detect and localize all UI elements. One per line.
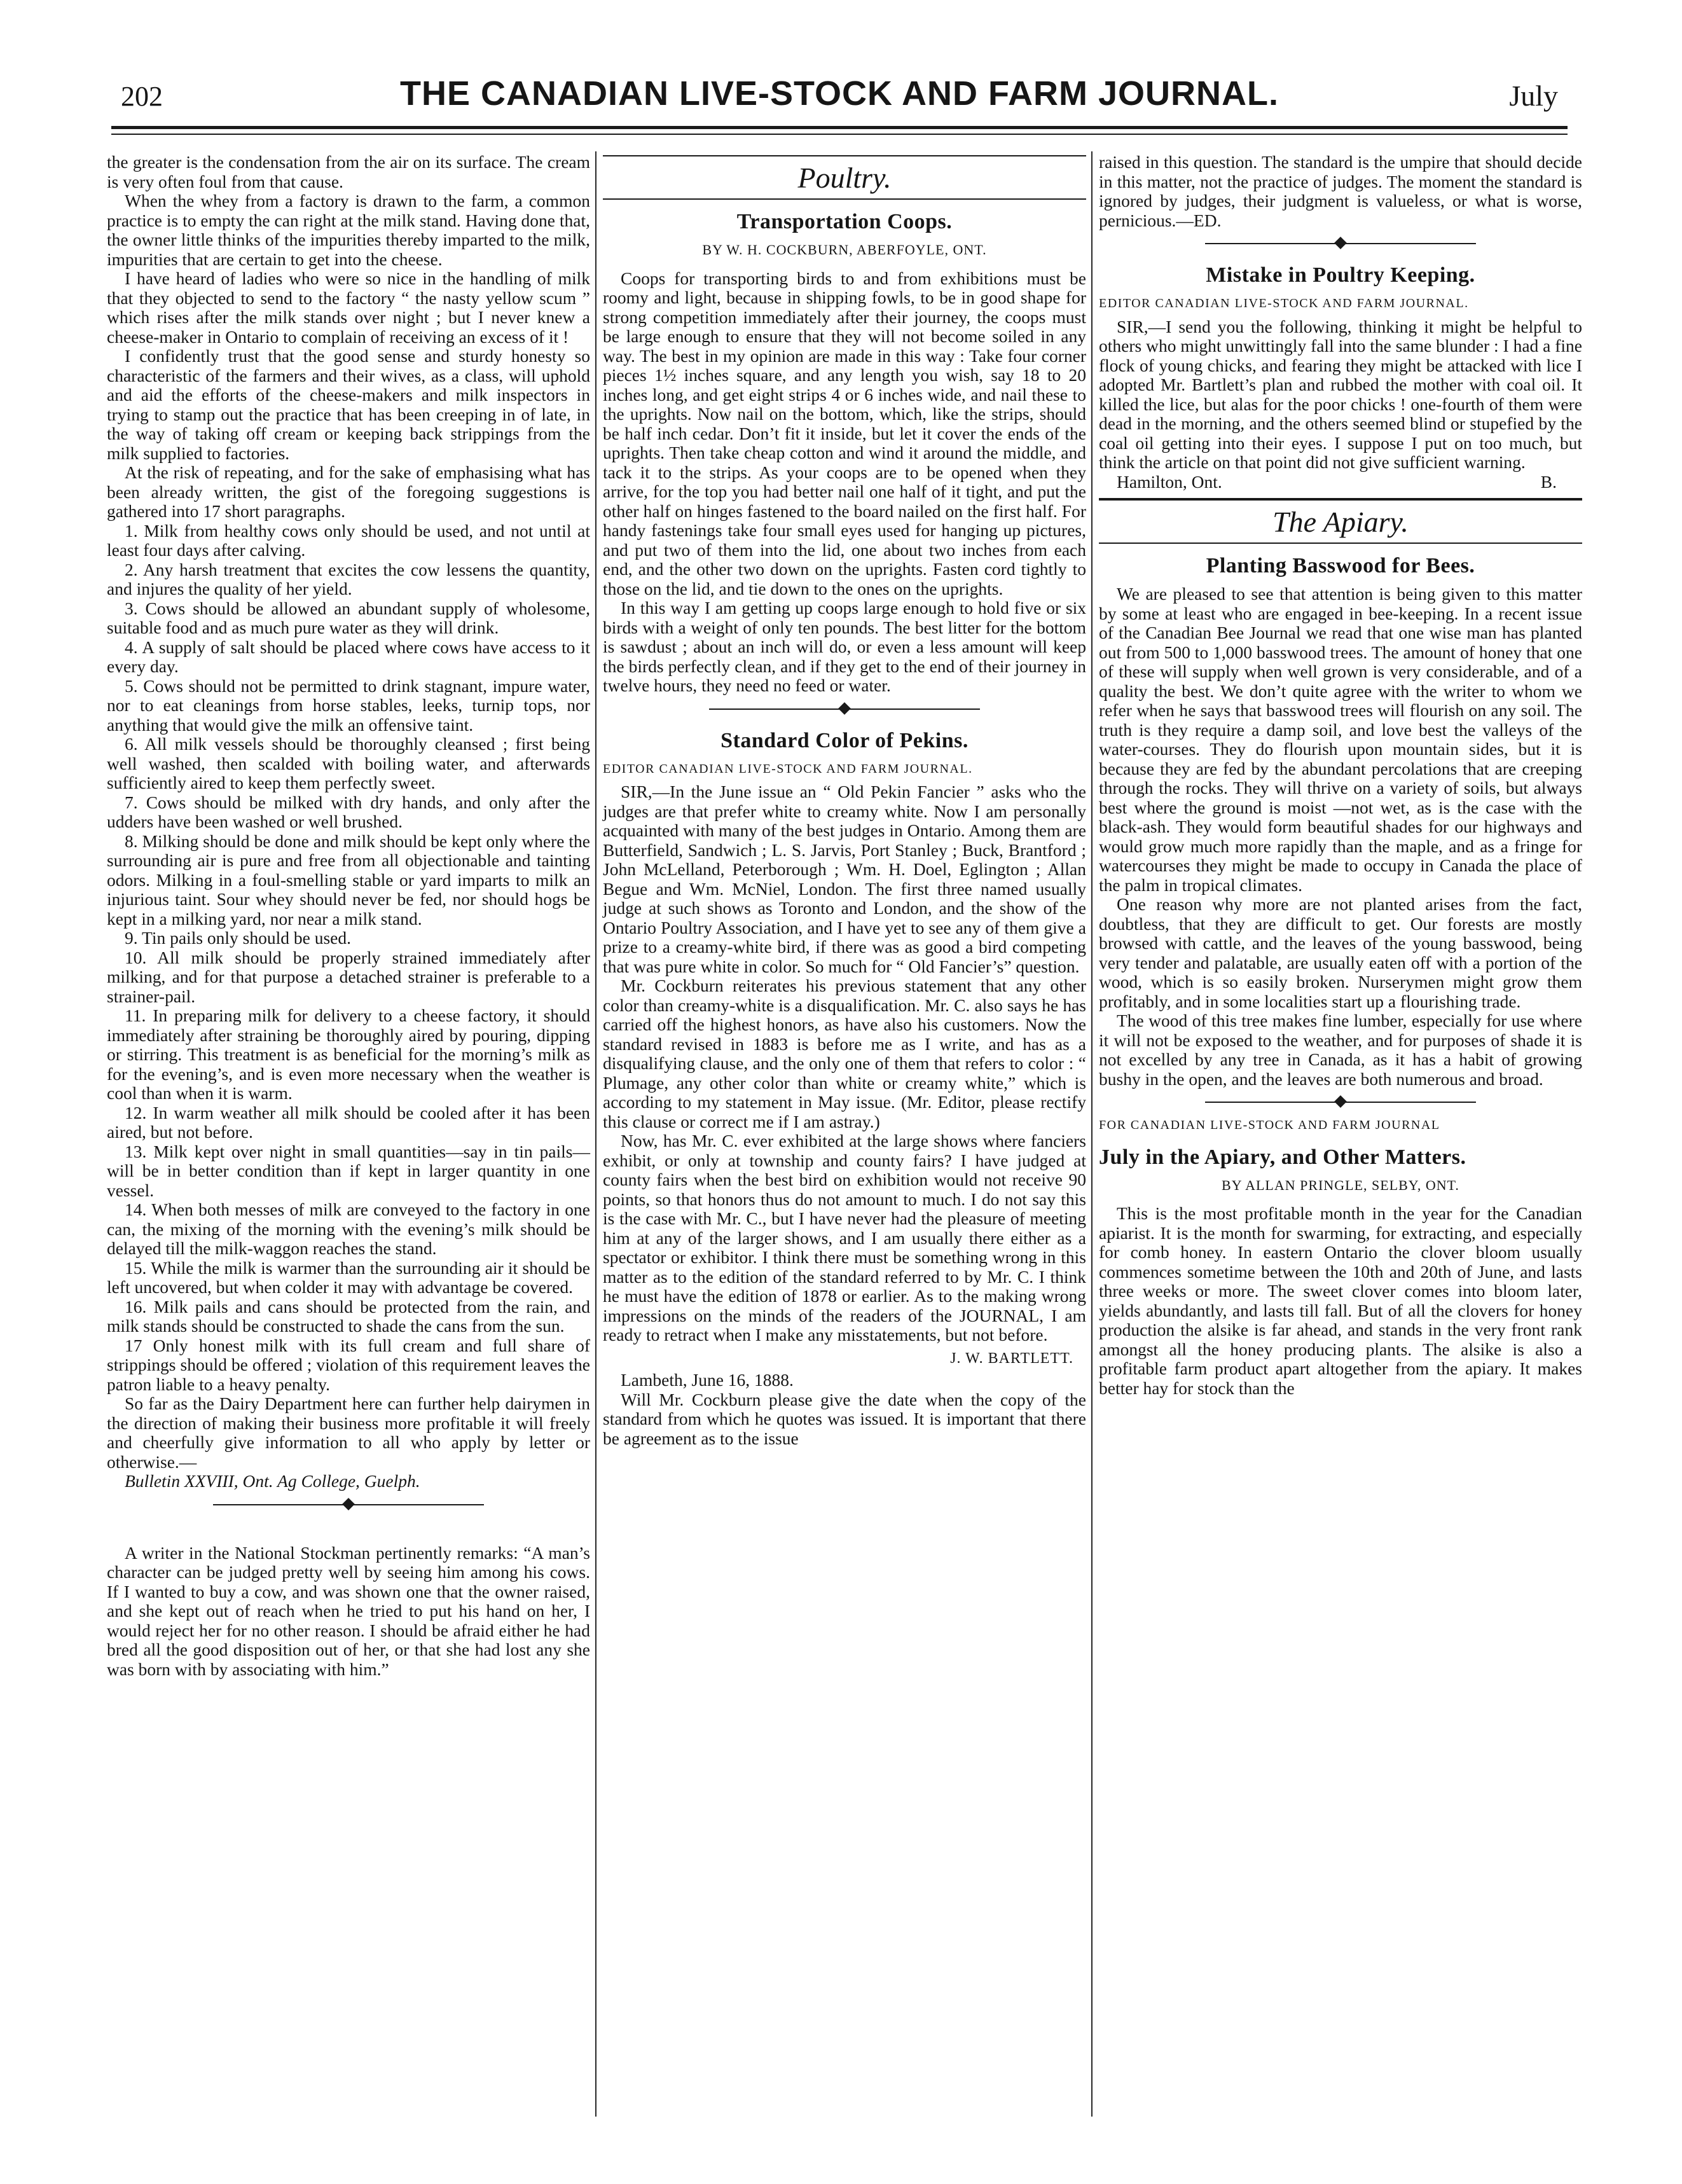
rule-item: 4. A supply of salt should be placed where cows have access to it every day. (107, 637, 590, 676)
column-3 (1099, 153, 1582, 1398)
rule-item: 2. Any harsh treatment that excites the cow lessens the quantity, and injures the quality of her yield. (107, 559, 590, 598)
byline: BY ALLAN PRINGLE, SELBY, ONT. (1222, 1177, 1459, 1193)
paragraph: SIR,—I send you the following, thinking it might be helpful to others who might unwittingly fall into the same blunder : I had a fine flock of young chicks, and fearing they might be attacked with lice I adopted Mr. Bartlett’s plan and rubbed the mother with coal oil. It killed the lice, but alas for the poor chicks ! one-fourth of them were dead in the morning, and the others seemed blind or stupefied by the coal oil getting into their eyes. I suppose I put on too much, but think the article on that point did not give sufficient warning. (1099, 316, 1582, 472)
paragraph: This is the most profitable month in the year for the Canadian apiarist. It is the month for swarming, for extracting, and especially for comb honey. In eastern Ontario the clover bloom usually commences sometime between the 10th and 20th of June, and lasts three weeks or more. The sweet clover comes into bloom later, yields abundantly, and lasts till fall. But of all the clovers for honey production the alsike is far ahead, and stands in the very front rank amongst all the honey producing plants. The alsike is also a profitable farm product apart altogether from the apiary. It makes better hay for stock than the (1099, 1203, 1582, 1398)
page-header (114, 71, 1564, 122)
paragraph: Will Mr. Cockburn please give the date when the copy of the standard from which he quotes was issued. It is important that there be agreement as to the issue (603, 1389, 1086, 1448)
paragraph: I have heard of ladies who were so nice in the handling of milk that they objected to send to the factory “ the nasty yellow scum ” which rises after the milk stands over night ; but I never knew a cheese-maker in Ontario to complain of receiving an excess of it ! (107, 268, 590, 347)
rule-item: 15. While the milk is warmer than the surrounding air it should be left uncovered, but when colder it may with advantage be covered. (107, 1257, 590, 1297)
rule-item: 12. In warm weather all milk should be cooled after it has been aired, but not before. (107, 1102, 590, 1142)
rule-item: 1. Milk from healthy cows only should be used, and not until at least four days after calving. (107, 520, 590, 560)
paragraph: At the risk of repeating, and for the sake of emphasising what has been already written, the gist of the foregoing suggestions is gathered into 17 short paragraphs. (107, 462, 590, 521)
ornament-divider (1099, 1093, 1582, 1112)
for-line: FOR CANADIAN LIVE-STOCK AND FARM JOURNAL (1099, 1118, 1440, 1132)
ornament-divider (1099, 234, 1582, 253)
paragraph: So far as the Dairy Department here can further help dairymen in the direction of making their business more profitable it will freely and cheerfully give information to all who apply by letter or otherwise.— (107, 1393, 590, 1472)
rule-item: 5. Cows should not be permitted to drink stagnant, impure water, nor to eat cleanings from horse stables, leeks, turnip tops, nor anything that would give the milk an offensive taint. (107, 675, 590, 735)
article-title: Planting Basswood for Bees. (1206, 554, 1475, 577)
column-2 (603, 153, 1086, 1448)
column-divider (1091, 151, 1093, 2117)
header-rule-thin (111, 134, 1568, 135)
sign-off (1099, 473, 1582, 492)
source-citation: Bulletin XXVIII, Ont. Ag College, Guelph. (125, 1471, 420, 1491)
paragraph: the greater is the condensation from the air on its surface. The cream is very often foul from that cause. (107, 152, 590, 191)
paragraph: I confidently trust that the good sense and sturdy honesty so characteristic of the farmers and their wives, as a class, will uphold and aid the efforts of the cheese-makers and milk inspectors in trying to stamp out the practice that has been creeping in of late, in the way of taking off cream or keeping back strippings from the milk supplied to factories. (107, 346, 590, 463)
ornament-divider (603, 700, 1086, 719)
rule-item: 13. Milk kept over night in small quantities—say in tin pails—will be in better condition than if kept in larger quantity in one vessel. (107, 1141, 590, 1200)
paragraph: Now, has Mr. C. ever exhibited at the large shows where fanciers exhibit, or only at township and county fairs? I have judged at county fairs when the best bird on exhibition would not receive 90 points, so that honors thus do not amount to much. I do not say this is the case with Mr. C., but I have never had the pleasure of meeting him at any of the larger shows, and I am usually there either as a spectator or exhibitor. I think there must be something wrong in this matter as to the edition of the standard referred to by Mr. C. I think he must have the edition of 1878 or earlier. As to the making wrong impressions on the minds of the readers of the JOURNAL, I am ready to retract when I make any misstatements, but not before. (603, 1131, 1086, 1344)
rule-item: 16. Milk pails and cans should be protected from the rain, and milk stands should be constructed to shade the cans from the sun. (107, 1296, 590, 1336)
column-1 (107, 153, 590, 1679)
paragraph: SIR,—In the June issue an “ Old Pekin Fancier ” asks who the judges are that prefer white to creamy white. Now I am personally acquainted with many of the best judges in Ontario. Among them are Butterfield, Sandwich ; L. S. Jarvis, Port Stanley ; Buck, Brantford ; John McLelland, Peterborough ; Wm. H. Doel, Eglington ; Allan Begue and Wm. McNiel, London. The first three named usually judge at such shows as Toronto and London, and the show of the Ontario Poultry Association, and I have yet to see any of them give a prize to a creamy-white bird, if there was as good a bird competing that was pure white in color. So much for “ Old Fancier’s” question. (603, 782, 1086, 976)
article-title: Standard Color of Pekins. (720, 728, 969, 752)
byline: BY W. H. COCKBURN, ABERFOYLE, ONT. (702, 242, 987, 258)
rule-item: 8. Milking should be done and milk should be kept only where the surrounding air is pure and free from all objectionable and tainting odors. Milking in a foul-smelling stable or yard imparts to milk an injurious taint. Sour whey should never be fed, nor should hogs be kept in a milking yard, nor near a milk stand. (107, 831, 590, 929)
ornament-divider (107, 1495, 590, 1514)
paragraph: Coops for transporting birds to and from exhibitions must be roomy and light, because in shipping fowls, to be in good shape for strong competition immediately after their journey, the coops must be large enough to ensure that they will not become soiled in any way. The best in my opinion are made in this way : Take four corner pieces 1½ inches square, and any length you wish, say 18 to 20 inches long, and get eight strips 4 or 6 inches wide, and nail these to the uprights. Now nail on the bottom, which, like the strips, should be half inch cedar. Don’t fit it inside, but let it cover the ends of the uprights. Then take cheap cotton and wind it around the middle, and tack it to the strips. As your coops are to be opened when they arrive, for the top you had better nail one half of it tight, and put the other half on hinges fastened to the board nailed on the first half. For handy fastenings take four small eyes used for hanging up pictures, and put two of them into the lid, one about two inches from each end, and the other two down on the uprights. Fasten cord tightly to those on the lid, and tie down to the ones on the uprights. (603, 268, 1086, 598)
paragraph: The wood of this tree makes fine lumber, especially for use where it will not be exposed to the weather, and for purposes of shade it is not excelled by any tree in Canada, as it has a habit of growing bushy in the open, and the leaves are both numerous and broad. (1099, 1011, 1582, 1089)
rule-item: 3. Cows should be allowed an abundant supply of wholesome, suitable food and as much pure water as they will drink. (107, 598, 590, 637)
article-title: July in the Apiary, and Other Matters. (1099, 1145, 1466, 1169)
paragraph: We are pleased to see that attention is being given to this matter by some at least who are engaged in bee-keeping. In a recent issue of the Canadian Bee Journal we read that one wise man has planted out from 500 to 1,000 basswood trees. The amount of honey that one of these will supply when well grown is very considerable, and of a quality the best. We don’t quite agree with the writer to whom we refer when he says that basswood trees will flourish on any soil. The truth is they require a damp soil, and love best the valleys of the water-courses. They do flourish upon mountain sides, but it is because they are fed by the abundant percolations that are creeping through the rocks. They will thrive on a variety of soils, but always best where the ground is moist —not wet, as is the case with the black-ash. They would form beautiful shades for our highways and would grow much more rapidly than the maple, and as a fringe for watercourses they might be made to occupy in Canada the place of the palm in tropical climates. (1099, 584, 1582, 895)
rule-item: 14. When both messes of milk are conveyed to the factory in one can, the mixing of the morning with the evening’s milk should be delayed till the milk-waggon reaches the stand. (107, 1199, 590, 1258)
article-title: Mistake in Poultry Keeping. (1206, 263, 1475, 287)
column-divider (595, 151, 596, 2117)
page-number: 202 (121, 81, 163, 112)
paragraph: raised in this question. The standard is the umpire that should decide in this matter, not the practice of judges. The moment the standard is ignored by judges, their judgment is valueless, or what is worse, pernicious.—ED. (1099, 152, 1582, 230)
signature: J. W. BARTLETT. (950, 1350, 1073, 1367)
journal-title: THE CANADIAN LIVE-STOCK AND FARM JOURNAL. (399, 74, 1279, 113)
editor-line: EDITOR CANADIAN LIVE-STOCK AND FARM JOURNAL. (603, 761, 973, 776)
rule-item: 6. All milk vessels should be thoroughly cleansed ; first being well washed, then scalded with boiling water, and afterwards sufficiently aired to keep them perfectly sweet. (107, 734, 590, 792)
quote-paragraph: A writer in the National Stockman pertinently remarks: “A man’s character can be judged pretty well by seeing him among his cows. If I wanted to buy a cow, and was shown one that the owner raised, and she kept out of reach when he tried to put his hand on her, I would reject her for no other reason. I should be afraid either he had bred all the good disposition out of her, or that she had lost any she was born with by associating with him.” (107, 1542, 590, 1679)
place-date: Lambeth, June 16, 1888. (621, 1370, 794, 1390)
place: Hamilton, Ont. (1117, 471, 1222, 492)
rule-item: 11. In preparing milk for delivery to a cheese factory, it should immediately after straining be thoroughly aired by pouring, dipping or stirring. This treatment is as beneficial for the morning’s milk as for the evening’s, and is even more necessary when the weather is cool than when it is warm. (107, 1006, 590, 1103)
section-title-poultry: Poultry. (797, 162, 892, 194)
header-rule (111, 126, 1568, 129)
rule-item: 9. Tin pails only should be used. (125, 928, 352, 948)
initial: B. (1540, 471, 1557, 492)
editor-line: EDITOR CANADIAN LIVE-STOCK AND FARM JOURNAL. (1099, 296, 1469, 310)
paragraph: When the whey from a factory is drawn to the farm, a common practice is to empty the can right at the milk stand. Having done that, the owner little thinks of the impurities thereby imparted to the milk, impurities that are certain to get into the cheese. (107, 191, 590, 269)
rule-item: 7. Cows should be milked with dry hands, and only after the udders have been washed or well brushed. (107, 792, 590, 831)
rule-item: 17 Only honest milk with its full cream and full share of strippings should be offered ; violation of this requirement leaves the patron liable to a heavy penalty. (107, 1335, 590, 1394)
paragraph: Mr. Cockburn reiterates his previous statement that any other color than creamy-white is a disqualification. Mr. C. also says he has carried off the highest honors, as have also his customers. Now the standard revised in 1883 is before me as I write, and has as a disqualifying clause, and the only one of them that refers to color : “ Plumage, any other color than white or creamy white,” which is according to my statement in May issue. (Mr. Editor, please rectify this clause or correct me if I am astray.) (603, 976, 1086, 1131)
section-title-apiary: The Apiary. (1272, 506, 1409, 538)
paragraph: One reason why more are not planted arises from the fact, doubtless, that they are difficult to get. Our forests are mostly browsed with cattle, and the leaves of the young basswood, being very tender and palatable, are usually eaten off with a portion of the wood, which is so easily broken. Nurserymen might grow them profitably, and in some localities start up a flourishing trade. (1099, 894, 1582, 1011)
paragraph: In this way I am getting up coops large enough to hold five or six birds with a weight of only ten pounds. The best litter for the bottom is sawdust ; about an inch will do, or even a less amount will keep the birds perfectly clean, and if they get to the end of their journey in twelve hours, they need no feed or water. (603, 598, 1086, 695)
article-title: Transportation Coops. (736, 210, 953, 233)
issue-month: July (1509, 79, 1558, 112)
rule-item: 10. All milk should be properly strained immediately after milking, and for that purpose a detached strainer is preferable to a strainer-pail. (107, 947, 590, 1006)
